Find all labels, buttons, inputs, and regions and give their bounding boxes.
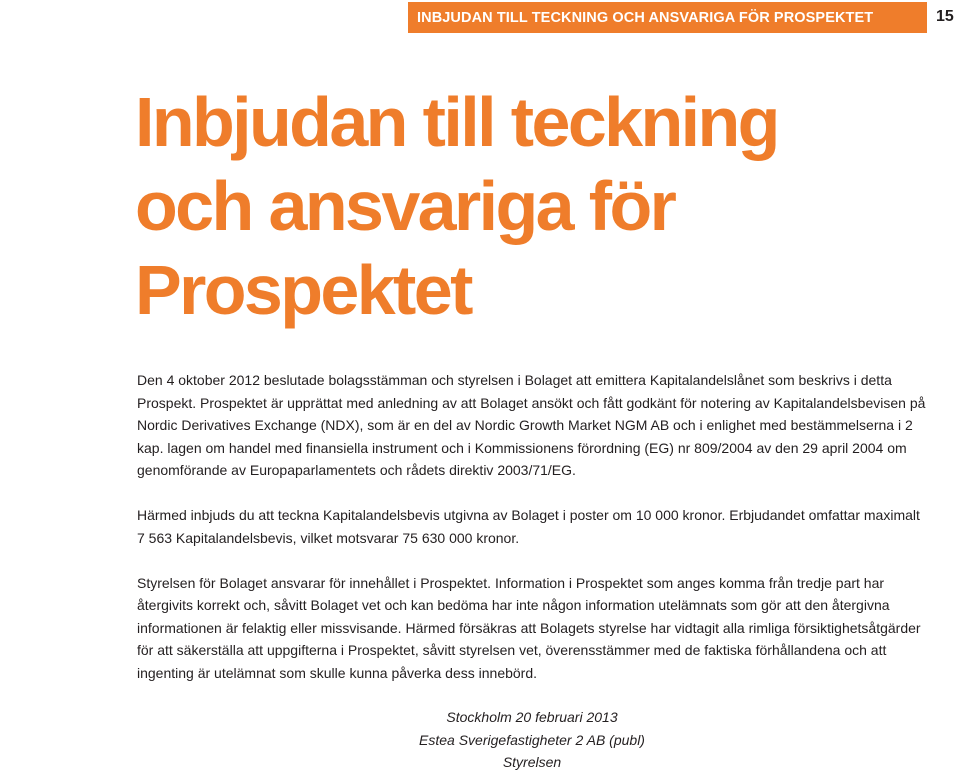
page-number: 15 bbox=[936, 8, 954, 25]
paragraph-responsibility: Styrelsen för Bolaget ansvarar för innehållet i Prospektet. Information i Prospektet som anges komma från tredje part har återgivits korrekt och, såvitt Bolaget vet och kan bedöma har inte någon information utelämnats som gör att den återgivna informationen är felaktig eller missvisande. Härmed försäkras att Bolagets styrelse har vidtagit alla rimliga försiktighetsåtgärder för att säkerställa att uppgifterna i Prospektet, såvitt styrelsen vet, överensstämmer med de faktiska förhållandena och att ingenting är utelämnat som skulle kunna påverka dess innebörd. bbox=[137, 574, 921, 681]
page-title-line: Inbjudan till teckning bbox=[135, 83, 778, 161]
signature-place-date: Stockholm 20 februari 2013 bbox=[446, 709, 618, 725]
page-title-line: och ansvariga för bbox=[135, 167, 675, 245]
body-text bbox=[137, 369, 927, 707]
section-header-bar bbox=[408, 2, 927, 33]
page-title-line: Prospektet bbox=[135, 251, 471, 329]
section-header-title: INBJUDAN TILL TECKNING OCH ANSVARIGA FÖR PROSPEKTET bbox=[417, 9, 874, 26]
signature-signatory: Styrelsen bbox=[502, 754, 562, 770]
page-title bbox=[135, 80, 778, 332]
paragraph-invitation: Härmed inbjuds du att teckna Kapitalandelsbevis utgivna av Bolaget i poster om 10 000 kronor. Erbjudandet omfattar maximalt 7 563 Kapitalandelsbevis, vilket motsvarar 75 630 000 kronor. bbox=[137, 507, 920, 546]
signature-block bbox=[137, 706, 927, 774]
signature-company: Estea Sverigefastigheter 2 AB (publ) bbox=[419, 731, 645, 748]
paragraph-emission-decision: Den 4 oktober 2012 beslutade bolagsstämman och styrelsen i Bolaget att emittera Kapitalandelslånet som beskrivs i detta Prospekt. Prospektet är upprättat med anledning av att Bolaget ansökt och fått godkänt för notering av Kapitalandelsbevisen på Nordic Derivatives Exchange (NDX), som är en del av Nordic Growth Market NGM AB och i enlighet med bestämmelserna i 2 kap. lagen om handel med finansiella instrument och i Kommissionens förordning (EG) nr 809/2004 av den 29 april 2004 om genomförande av Europaparlamentets och rådets direktiv 2003/71/EG. bbox=[137, 372, 926, 478]
